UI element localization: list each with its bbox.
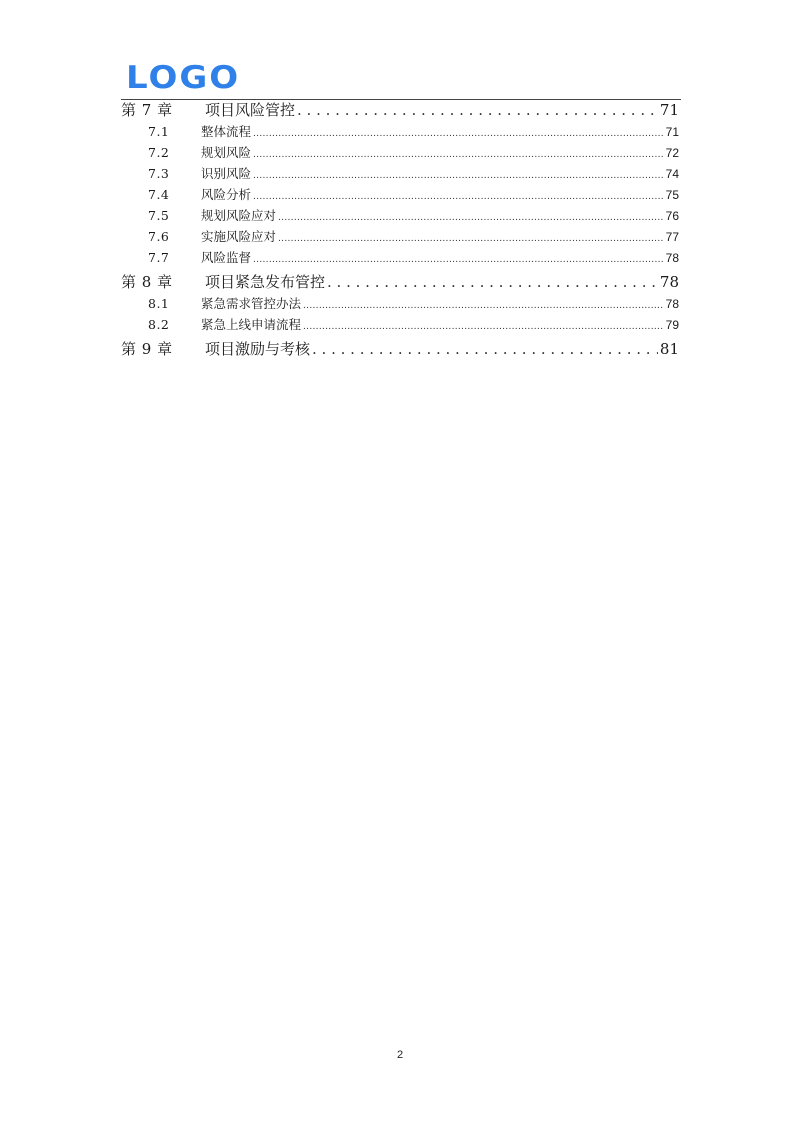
section-number: 7.3 xyxy=(148,166,170,181)
page-number: 2 xyxy=(396,1049,404,1061)
toc-section-8-1[interactable] xyxy=(121,293,679,314)
toc-section-7-3[interactable] xyxy=(121,163,679,184)
dot-leader xyxy=(303,296,664,317)
chapter-number: 第 8 章 xyxy=(121,273,173,291)
section-page: 78 xyxy=(665,251,679,265)
section-page: 77 xyxy=(665,230,679,244)
section-page: 71 xyxy=(665,125,679,139)
section-title: 风险分析 xyxy=(201,187,252,202)
toc-section-7-4[interactable] xyxy=(121,184,679,205)
toc-section-7-1[interactable] xyxy=(121,121,679,142)
chapter-page: 78 xyxy=(659,273,679,291)
dot-leader xyxy=(253,145,664,166)
chapter-title: 项目激励与考核 xyxy=(205,340,311,358)
section-page: 78 xyxy=(665,297,679,311)
dot-leader xyxy=(303,317,664,338)
dot-leader xyxy=(278,229,664,250)
section-page: 72 xyxy=(665,146,679,160)
section-page: 79 xyxy=(665,318,679,332)
dot-leader xyxy=(253,250,664,271)
section-number: 7.1 xyxy=(148,124,170,139)
section-number: 7.5 xyxy=(148,208,170,223)
section-number: 7.6 xyxy=(148,229,170,244)
company-logo: LOGO xyxy=(126,59,241,97)
toc-section-8-2[interactable] xyxy=(121,314,679,335)
chapter-page: 81 xyxy=(659,340,679,358)
section-title: 紧急上线申请流程 xyxy=(201,317,302,332)
section-title: 整体流程 xyxy=(201,124,252,139)
chapter-title: 项目风险管控 xyxy=(205,101,296,119)
section-title: 规划风险 xyxy=(201,145,252,160)
section-page: 76 xyxy=(665,209,679,223)
toc-chapter-9[interactable] xyxy=(121,339,679,360)
section-number: 7.4 xyxy=(148,187,170,202)
toc-section-7-7[interactable] xyxy=(121,247,679,268)
table-of-contents xyxy=(121,100,679,360)
dot-leader xyxy=(253,187,664,208)
dot-leader xyxy=(297,100,658,121)
chapter-title: 项目紧急发布管控 xyxy=(205,273,326,291)
chapter-number: 第 7 章 xyxy=(121,101,173,119)
section-title: 风险监督 xyxy=(201,250,252,265)
section-title: 识别风险 xyxy=(201,166,252,181)
dot-leader xyxy=(278,208,664,229)
toc-chapter-8[interactable] xyxy=(121,272,679,293)
section-page: 74 xyxy=(665,167,679,181)
toc-chapter-7[interactable] xyxy=(121,100,679,121)
chapter-page: 71 xyxy=(659,101,679,119)
dot-leader xyxy=(327,272,658,293)
section-number: 7.2 xyxy=(148,145,170,160)
toc-section-7-6[interactable] xyxy=(121,226,679,247)
toc-section-7-2[interactable] xyxy=(121,142,679,163)
toc-section-7-5[interactable] xyxy=(121,205,679,226)
section-title: 规划风险应对 xyxy=(201,208,277,223)
chapter-number: 第 9 章 xyxy=(121,340,173,358)
dot-leader xyxy=(253,124,664,145)
section-title: 紧急需求管控办法 xyxy=(201,296,302,311)
section-title: 实施风险应对 xyxy=(201,229,277,244)
section-number: 7.7 xyxy=(148,250,170,265)
dot-leader xyxy=(253,166,664,187)
section-page: 75 xyxy=(665,188,679,202)
section-number: 8.1 xyxy=(148,296,170,311)
dot-leader xyxy=(312,339,658,360)
section-number: 8.2 xyxy=(148,317,170,332)
